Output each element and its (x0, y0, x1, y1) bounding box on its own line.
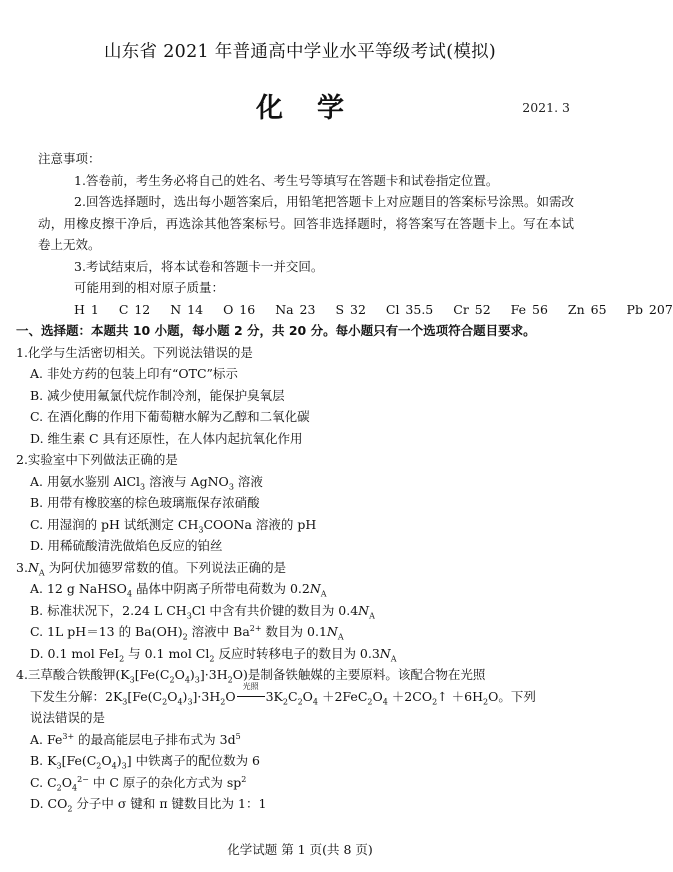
atomic-mass-label: 可能用到的相对原子质量： (74, 280, 225, 295)
note-item-1: 1.答卷前，考生务必将自己的姓名、考生号等填写在答题卡和试卷指定位置。 (74, 172, 499, 188)
q3-option-d: D. 0.1 mol FeI$_2$ 与 0.1 mol $Cl_2$ 反应时转移电子的数目为 $0.3N_A$ (30, 645, 397, 663)
mass-zn: Zn 65 (567, 301, 607, 317)
q1-option-c: C. 在酒化酶的作用下葡萄糖水解为乙醇和二氧化碳 (30, 409, 310, 424)
q2-option-a: A. 用氨水鉴别 AlCl$_3$ 溶液与 AgNO$_3$ 溶液 (30, 473, 263, 491)
note-item-3: 3.考试结束后，将本试卷和答题卡一并交回。 (74, 258, 324, 274)
mass-pb: Pb 207 (626, 301, 673, 317)
exam-date: 2021. 3 (522, 100, 570, 115)
q4-option-a: A. $Fe^{3+}$ 的最高能层电子排布式为 $3d^5$ (30, 731, 241, 747)
mass-o: O 16 (223, 301, 256, 317)
section-heading: 一、选择题：本题共 10 小题，每小题 2 分，共 20 分。每小题只有一个选项符合题目要求。 (16, 323, 536, 338)
notes-heading: 注意事项： (38, 151, 101, 166)
exam-body (16, 148, 673, 815)
q3-option-a: A. 12 g NaHSO$_4$ 晶体中阴离子所带电荷数为 $0.2N_A$ (30, 581, 327, 599)
q2-stem: 2.实验室中下列做法正确的是 (16, 452, 178, 467)
mass-n: N 14 (170, 301, 204, 317)
q2-option-b: B. 用带有橡胶塞的棕色玻璃瓶保存浓硝酸 (30, 495, 260, 510)
q1-option-a: A. 非处方药的包装上印有“OTC”标示 (30, 366, 238, 381)
exam-title: 山东省 2021 年普通高中学业水平等级考试(模拟) (103, 42, 497, 62)
atomic-mass-list (38, 299, 673, 321)
reaction-arrow: 光照 (236, 686, 266, 708)
mass-fe: Fe 56 (510, 301, 548, 317)
q1-option-b: B. 减少使用氟氯代烷作制冷剂，能保护臭氧层 (30, 387, 285, 403)
q3-option-b: B. 标准状况下，2.24 L $CH_3Cl$ 中含有共价键的数目为 $0.4N_A$ (30, 602, 375, 620)
q4-stem-line3: 说法错误的是 (30, 710, 106, 725)
mass-h: H 1 (74, 301, 99, 317)
mass-cr: Cr 52 (453, 301, 491, 317)
subject-title: 化学 (256, 93, 378, 124)
q1-stem: 1.化学与生活密切相关。下列说法错误的是 (16, 344, 253, 360)
mass-na: Na 23 (275, 301, 316, 317)
q4-option-c: C. $C_2O_4^{2-}$ 中 C 原子的杂化方式为 $sp^2$ (30, 774, 247, 792)
q1-option-d: D. 维生素 C 具有还原性，在人体内起抗氧化作用 (30, 430, 303, 446)
mass-cl: Cl 35.5 (385, 301, 434, 317)
q2-option-d: D. 用稀硫酸清洗做焰色反应的铂丝 (30, 538, 223, 553)
q4-option-b: B. $K_3[Fe(C_2O_4)_3]$ 中铁离子的配位数为 6 (30, 753, 261, 771)
page-footer: 化学试题 第 1 页(共 8 页) (227, 842, 373, 857)
q3-option-c: C. 1L pH＝13 的 $Ba(OH)_2$ 溶液中 $Ba^{2+}$ 数目为 $0.1N_A$ (30, 623, 344, 642)
q4-option-d: D. $CO_2$ 分子中 σ 键和 π 键数目比为 1：1 (30, 796, 267, 814)
q3-stem: $3.N_A$ 为阿伏加德罗常数的值。下列说法正确的是 (16, 559, 287, 577)
mass-s: S 32 (335, 301, 366, 317)
q4-stem-line1: 4.三草酸合铁酸钾$(K_3[Fe(C_2O_4)_3]\cdot 3H_2O)$是制备铁触媒的主要原料。该配合物在光照 (16, 667, 486, 685)
note-item-2: 2.回答选择题时，选出每小题答案后，用铅笔把答题卡上对应题目的答案标号涂黑。如需改动，用橡皮擦干净后，再选涂其他答案标号。回答非选择题时，将答案写在答题卡上。写在本试卷上无效。 (38, 194, 574, 252)
q4-stem-line2: 下发生分解：$2K_3[Fe(C_2O_4)_3]\cdot 3H_2O$ 光照 $3K_2C_2O_4 +2FeC_2O_4$ $+2CO_2↑ +6H_2O$。下列 (30, 681, 536, 706)
mass-c: C 12 (118, 301, 151, 317)
q2-option-c: C. 用湿润的 pH 试纸测定 $CH_3COONa$ 溶液的 pH (30, 516, 317, 534)
